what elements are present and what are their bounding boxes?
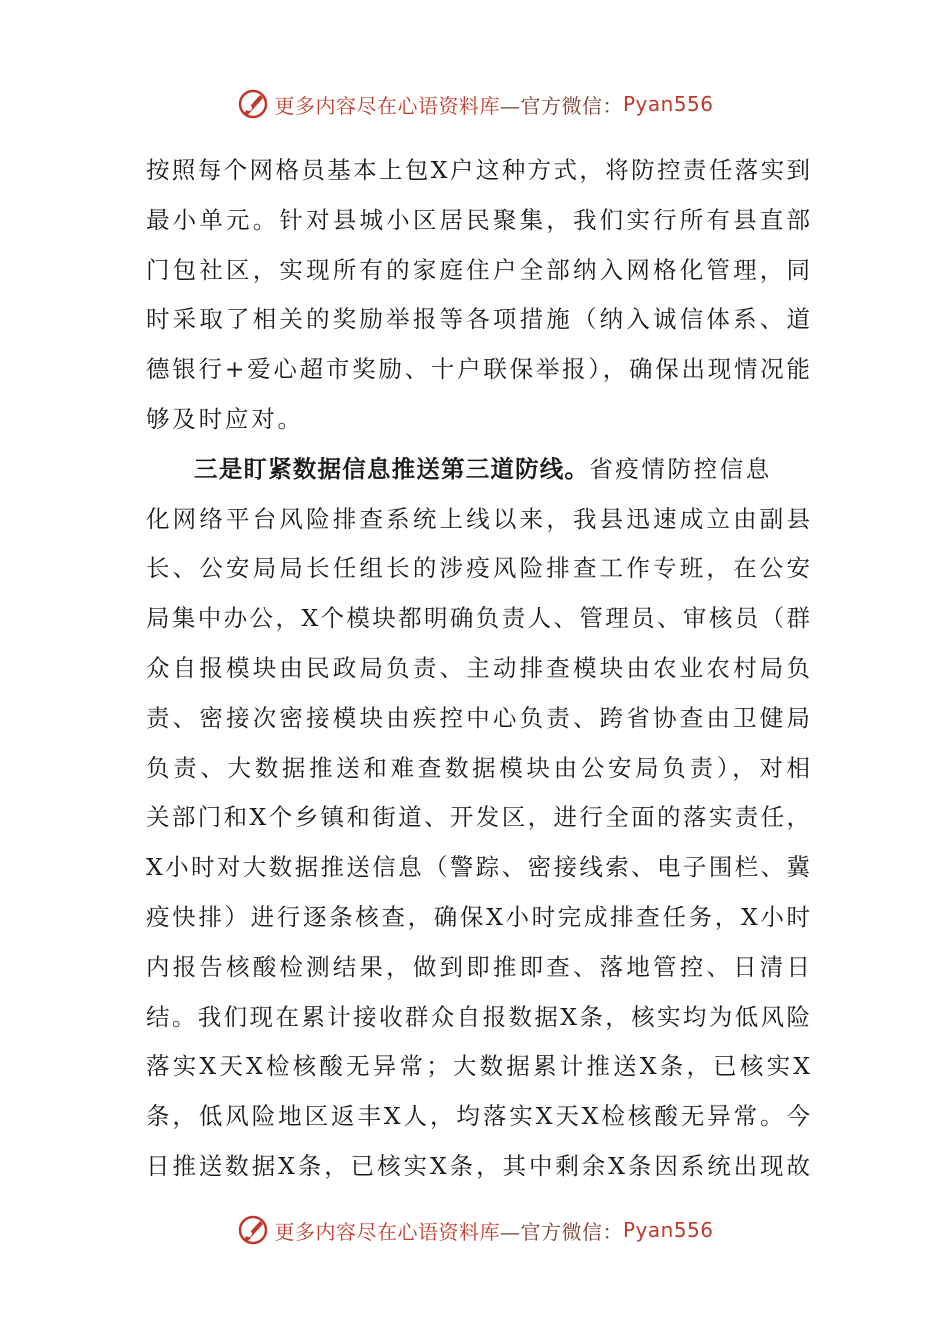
text-line: 够及时应对。 (146, 404, 304, 433)
text-line: 化网络平台风险排查系统上线以来，我县迅速成立由副县 (146, 504, 810, 533)
text-line-rest: 省疫情防控信息 (589, 454, 772, 483)
text-line: 疫快排）进行逐条核查，确保X小时完成排查任务，X小时 (146, 902, 810, 931)
text-line: 最小单元。针对县城小区居民聚集，我们实行所有县直部 (146, 205, 810, 234)
watermark-text-main: 更多内容尽在心语资料库 (274, 93, 500, 118)
text-line: 按照每个网格员基本上包X户这种方式，将防控责任落实到 (146, 156, 810, 184)
text-line: X小时对大数据推送信息（警踪、密接线索、电子围栏、冀 (146, 853, 810, 882)
text-line: 日推送数据X条，已核实X条，其中剩余X条因系统出现故 (146, 1151, 810, 1180)
text-line: 结。我们现在累计接收群众自报数据X条，核实均为低风险 (146, 1002, 810, 1031)
text-line: 长、公安局局长任组长的涉疫风险排查工作专班，在公安 (146, 554, 810, 583)
text-line: 内报告核酸检测结果，做到即推即查、落地管控、日清日 (146, 952, 810, 981)
section-heading: 三是盯紧数据信息推送第三道防线。 (194, 454, 590, 483)
text-line: 门包社区，实现所有的家庭住户全部纳入网格化管理，同 (146, 255, 810, 284)
text-line: 条，低风险地区返丰X人，均落实X天X检核酸无异常。今 (146, 1102, 810, 1131)
text-line: 负责、大数据推送和难查数据模块由公安局负责），对相 (146, 753, 810, 782)
text-line: 关部门和X个乡镇和街道、开发区，进行全面的落实责任， (146, 803, 810, 832)
footer-watermark (0, 1210, 950, 1250)
text-line: 局集中办公，X个模块都明确负责人、管理员、审核员（群 (146, 604, 810, 633)
text-line: 落实X天X检核酸无异常；大数据累计推送X条，已核实X (146, 1052, 810, 1081)
watermark-text-main: 更多内容尽在心语资料库 (274, 1219, 500, 1244)
text-line: 德银行+爱心超市奖励、十户联保举报），确保出现情况能 (146, 355, 810, 384)
watermark-text-wechat: —官方微信： (499, 93, 623, 118)
text-line: 时采取了相关的奖励举报等各项措施（纳入诚信体系、道 (146, 305, 810, 334)
paragraph-heading-line (146, 445, 810, 495)
header-watermark (0, 84, 950, 124)
text-line: 众自报模块由民政局负责、主动排查模块由农业农村局负 (146, 653, 810, 682)
watermark-text-id: Pyan556 (622, 1218, 714, 1242)
text-line: 责、密接次密接模块由疾控中心负责、跨省协查由卫健局 (146, 703, 810, 732)
pen-circle-logo-icon (236, 1213, 270, 1247)
watermark-text-wechat: —官方微信： (499, 1219, 623, 1244)
document-body (146, 146, 810, 1192)
pen-circle-logo-icon (236, 87, 270, 121)
watermark-text-id: Pyan556 (622, 92, 714, 116)
